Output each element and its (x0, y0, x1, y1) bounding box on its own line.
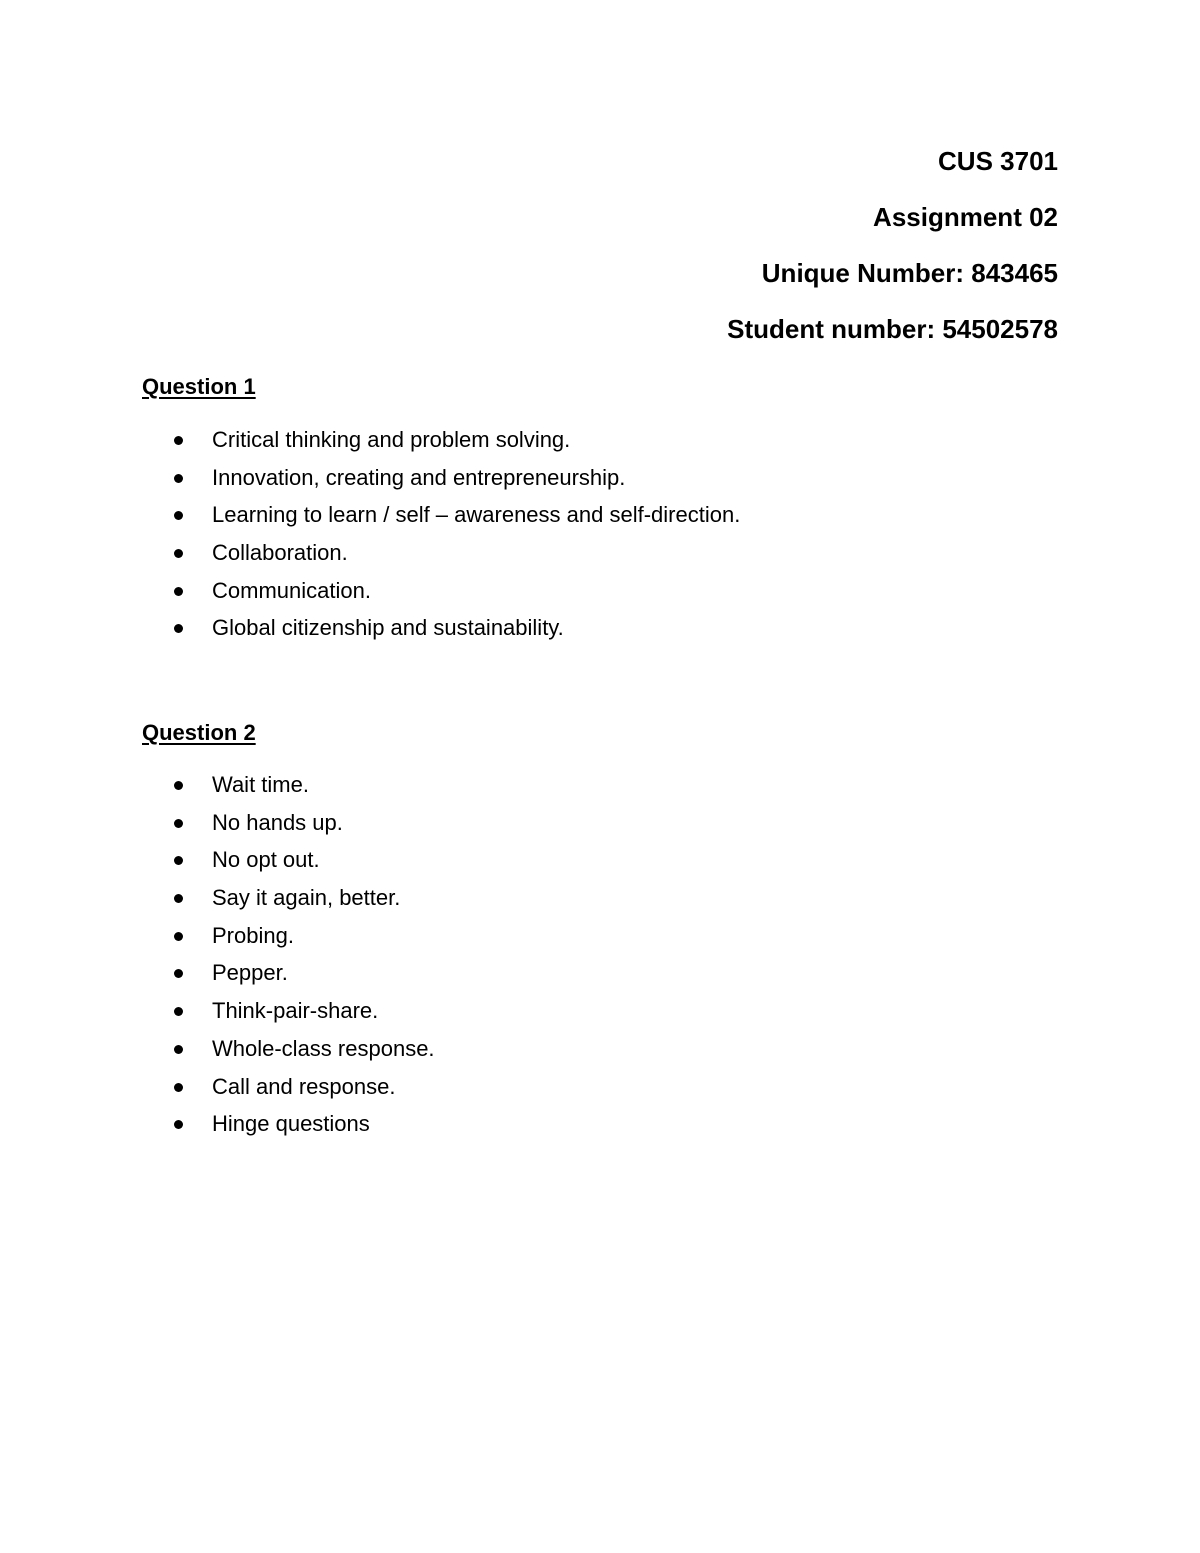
list-item-text: Hinge questions (212, 1111, 370, 1137)
bullet-dot-icon (174, 1083, 183, 1092)
bullet-dot-icon (174, 1007, 183, 1016)
list-item-text: No opt out. (212, 847, 320, 873)
list-item-text: No hands up. (212, 809, 343, 835)
list-item-text: Learning to learn / self – awareness and self-direction. (212, 502, 741, 528)
question-1-heading: Question 1 (142, 374, 256, 399)
bullet-dot-icon (174, 1120, 183, 1129)
bullet-dot-icon (174, 856, 183, 865)
list-item-text: Call and response. (212, 1073, 396, 1099)
bullet-dot-icon (174, 932, 183, 941)
document-header (727, 142, 1058, 366)
list-item-text: Think-pair-share. (212, 998, 379, 1024)
bullet-dot-icon (174, 436, 183, 445)
course-code: CUS 3701 (938, 146, 1058, 176)
list-item-text: Communication. (212, 577, 371, 603)
bullet-dot-icon (174, 549, 183, 558)
student-number: Student number: 54502578 (727, 314, 1058, 344)
list-item-text: Pepper. (212, 960, 288, 986)
bullet-dot-icon (174, 1045, 183, 1054)
list-item-text: Whole-class response. (212, 1035, 435, 1061)
bullet-dot-icon (174, 587, 183, 596)
bullet-dot-icon (174, 624, 183, 633)
list-item-text: Critical thinking and problem solving. (212, 427, 571, 452)
unique-number: Unique Number: 843465 (761, 258, 1058, 288)
bullet-dot-icon (174, 894, 183, 903)
question-2-heading: Question 2 (142, 720, 256, 745)
list-item-text: Wait time. (212, 772, 309, 797)
assignment-title: Assignment 02 (873, 202, 1058, 232)
bullet-dot-icon (174, 511, 183, 520)
bullet-dot-icon (174, 969, 183, 978)
bullet-dot-icon (174, 781, 183, 790)
list-item-text: Collaboration. (212, 540, 348, 566)
bullet-dot-icon (174, 474, 183, 483)
list-item-text: Say it again, better. (212, 885, 401, 911)
list-item-text: Global citizenship and sustainability. (212, 615, 564, 641)
list-item-text: Innovation, creating and entrepreneurship. (212, 464, 626, 490)
bullet-dot-icon (174, 819, 183, 828)
list-item-text: Probing. (212, 922, 294, 948)
